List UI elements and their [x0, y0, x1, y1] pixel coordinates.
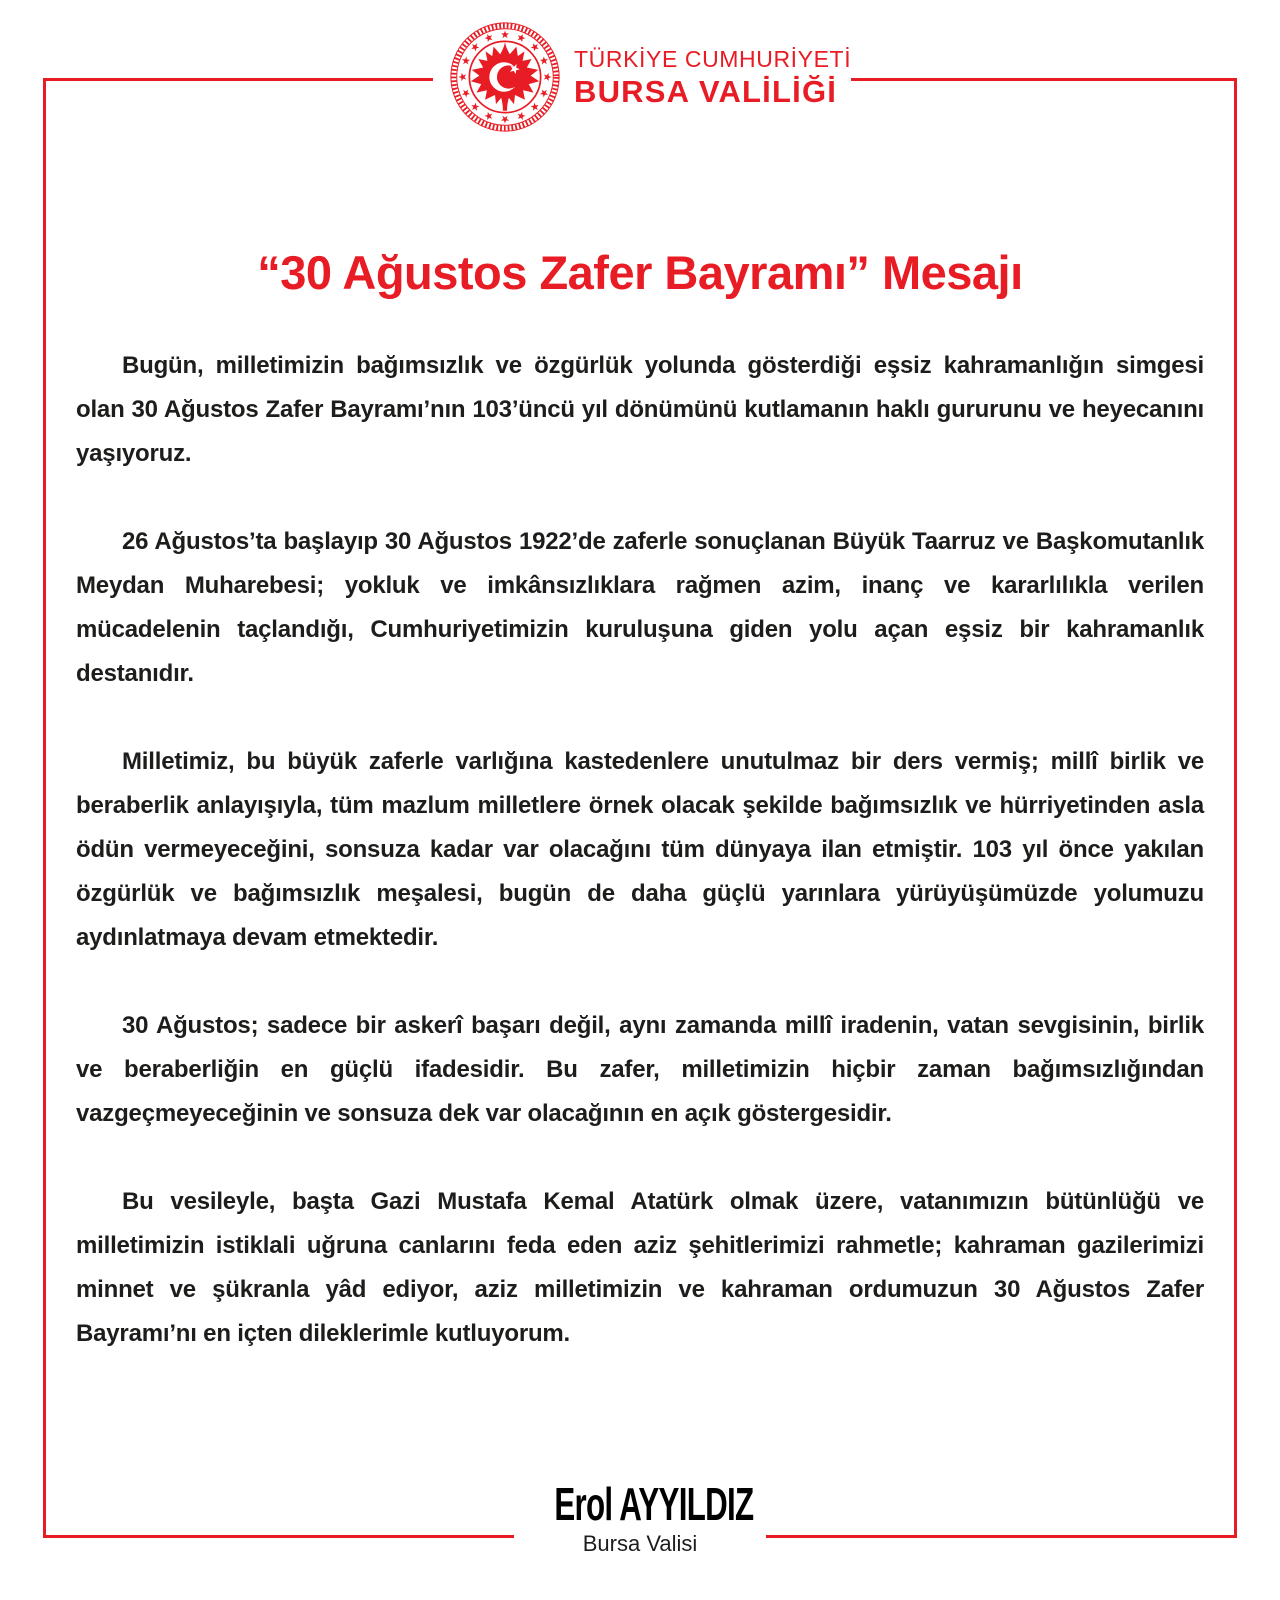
government-emblem-icon — [448, 20, 562, 134]
signer-title: Bursa Valisi — [582, 1531, 698, 1557]
republic-name: TÜRKİYE CUMHURİYETİ — [574, 45, 852, 72]
signer-name: Erol AYYILDIZ — [554, 1478, 754, 1530]
letterhead-text — [574, 45, 851, 109]
page-title: “30 Ağustos Zafer Bayramı” Mesajı — [257, 246, 1023, 300]
message-body — [76, 344, 1204, 1400]
letterhead — [433, 8, 851, 146]
body-paragraph: 30 Ağustos; sadece bir askerî başarı değil, aynı zamanda millî iradenin, vatan sevgisinin, birlik ve beraberliğin en güçlü ifadesidir. Bu zafer, milletimizin hiçbir zaman bağımsızlığından vazgeçmeyeceğinin ve sonsuza dek var olacağının en açık göstergesidir. — [76, 1012, 1204, 1127]
body-paragraph: Bu vesileyle, başta Gazi Mustafa Kemal Atatürk olmak üzere, vatanımızın bütünlüğü ve milletimizin istiklali uğruna canlarını feda eden aziz şehitlerimizi rahmetle; kahraman gazilerimizi minnet ve şükranla yâd ediyor, aziz milletimizin ve kahraman ordumuzun 30 Ağustos Zafer Bayramı’nı en içten dileklerimle kutluyorum. — [76, 1188, 1204, 1347]
body-paragraph: Milletimiz, bu büyük zaferle varlığına kastedenlere unutulmaz bir ders vermiş; millî birlik ve beraberlik anlayışıyla, tüm mazlum milletlere örnek olacak şekilde bağımsızlık ve hürriyetinden asla ödün vermeyeceğini, sonsuza kadar var olacağını tüm dünyaya ilan etmiştir. 103 yıl önce yakılan özgürlük ve bağımsızlık meşalesi, bugün de daha güçlü yarınlara yürüyüşümüzde yolumuzu aydınlatmaya devam etmektedir. — [76, 748, 1204, 951]
body-paragraph: 26 Ağustos’ta başlayıp 30 Ağustos 1922’de zaferle sonuçlanan Büyük Taarruz ve Başkomutanlık Meydan Muharebesi; yokluk ve imkânsızlıklara rağmen azim, inanç ve kararlılıkla verilen mücadelenin taçlandığı, Cumhuriyetimizin kuruluşuna giden yolu açan eşsiz bir kahramanlık destanıdır. — [76, 528, 1204, 687]
body-paragraph: Bugün, milletimizin bağımsızlık ve özgürlük yolunda gösterdiği eşsiz kahramanlığın simgesi olan 30 Ağustos Zafer Bayramı’nın 103’üncü yıl dönümünü kutlamanın haklı gururunu ve heyecanını yaşıyoruz. — [76, 352, 1204, 467]
governorship-name: BURSA VALİLİĞİ — [574, 73, 838, 109]
signature-block — [514, 1474, 766, 1568]
